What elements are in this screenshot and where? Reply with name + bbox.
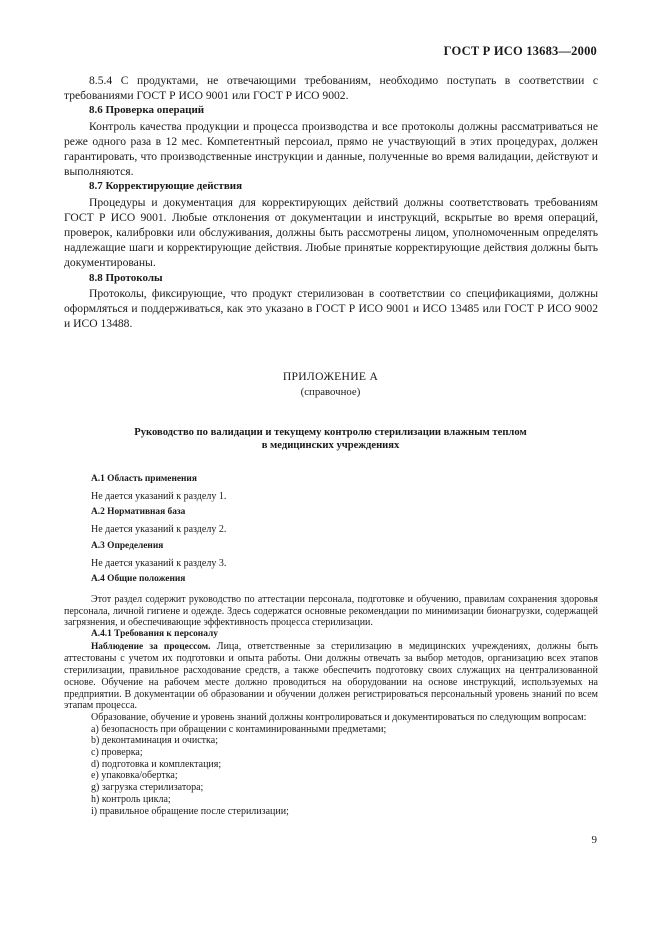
heading-8-8: 8.8 Протоколы xyxy=(89,271,163,284)
appendix-title: ПРИЛОЖЕНИЕ А xyxy=(282,370,379,383)
guide-title-line-2: в медицинских учреждениях xyxy=(261,439,400,451)
list-item: e) упаковка/обертка; xyxy=(91,770,178,782)
heading-a1: А.1 Область применения xyxy=(91,474,197,484)
list-item: d) подготовка и комплектация; xyxy=(91,758,222,770)
heading-8-6: 8.6 Проверка операций xyxy=(89,104,205,117)
paragraph-8-8: Протоколы, фиксирующие, что продукт стерилизован в соответствии со спецификациями, должны оформляться и поддерживаться, как это указано в ГОСТ Р ИСО 9001 и ИСО 13485 или ГОСТ Р ИСО 9002 и ИСО 13488. xyxy=(64,286,598,331)
section-8-body xyxy=(64,73,598,331)
text-a1: Не дается указаний к разделу 1. xyxy=(91,490,227,502)
list-item: a) безопасность при обращении с контаминированными предметами; xyxy=(91,723,387,735)
a4-1-body: Лица, ответственные за стерилизацию в медицинских учреждениях, должны быть аттестованы с учетом их подготовки и опыта работы. Они должны отвечать за выбор методов, организацию всех этапов стерилизации, правильное расходование средств, а также обеспечить подготовку своих служащих на централизованной основе. Обучение на рабочем месте должно проводиться на оборудовании на основе инструкций, используемых на предприятии. В документации об образовании и обучении должен регистрироваться персональный уровень знаний по всем этапам процесса. xyxy=(64,640,598,712)
list-item: b) деконтаминация и очистка; xyxy=(91,735,218,747)
heading-a3: А.3 Определения xyxy=(91,540,164,551)
page-number: 9 xyxy=(591,834,597,846)
text-a4: Этот раздел содержит руководство по аттестации персонала, подготовке и обучению, правилам сохранения здоровья персонала, личной гигиене и одежде. Здесь содержатся основные рекомендации по минимизации бионагрузки, содержащей загрязнения, и обеспечивающие эффективность процесса стерилизации. xyxy=(64,593,598,629)
paragraph-8-6: Контроль качества продукции и процесса производства и все протоколы должны рассматриваться не реже одного раза в 12 мес. Компетентный персоиал, прямо не участвующий в этих процедурах, должен гарантировать, что производственные инструкции и данные, полученные во время валидации, действуют и выполняются. xyxy=(64,119,598,179)
appendix-guide-title xyxy=(0,427,661,453)
paragraph-8-7: Процедуры и документация для корректирующих действий должны соответствовать требованиям ГОСТ Р ИСО 9001. Любые отклонения от документации и инструкций, вскрытые во время операций, проверок, калибровки или обслуживания, должны быть рассмотрены лицом, уполномоченным определять надлежащие шаги и корректирующие действия. Любые принятые корректирующие действия должны быть документированы. xyxy=(64,195,598,270)
document-code-header: ГОСТ Р ИСО 13683—2000 xyxy=(443,44,597,58)
list-item: i) правильное обращение после стерилизации; xyxy=(91,805,289,817)
text-a3: Не дается указаний к разделу 3. xyxy=(91,557,227,569)
list-item: h) контроль цикла; xyxy=(91,793,171,805)
guide-title-line-1: Руководство по валидации и текущему контролю стерилизации влажным теплом xyxy=(134,427,527,438)
heading-a4: А.4 Общие положения xyxy=(91,574,186,585)
paragraph-8-5-4: 8.5.4 С продуктами, не отвечающими требованиям, необходимо поступать в соответствии с требованиями ГОСТ Р ИСО 9001 или ГОСТ Р ИСО 9002. xyxy=(64,74,598,103)
topics-list xyxy=(64,724,598,818)
text-a4-1 xyxy=(64,641,598,712)
heading-a4-1: А.4.1 Требования к персоналу xyxy=(91,629,218,640)
list-item: g) загрузка стерилизатора; xyxy=(91,782,204,794)
text-a2: Не дается указаний к разделу 2. xyxy=(91,524,227,536)
appendix-subtitle: (справочное) xyxy=(300,386,361,398)
heading-a2: А.2 Нормативная база xyxy=(91,507,186,518)
text-a4-1-topics: Образование, обучение и уровень знаний должны контролироваться и документироваться по следующим вопросам: xyxy=(91,711,587,723)
list-item: c) проверка; xyxy=(91,747,143,759)
heading-8-7: 8.7 Корректирующие действия xyxy=(89,180,243,193)
a4-1-lead: Наблюдение за процессом. xyxy=(91,641,211,652)
appendix-body xyxy=(64,474,598,817)
